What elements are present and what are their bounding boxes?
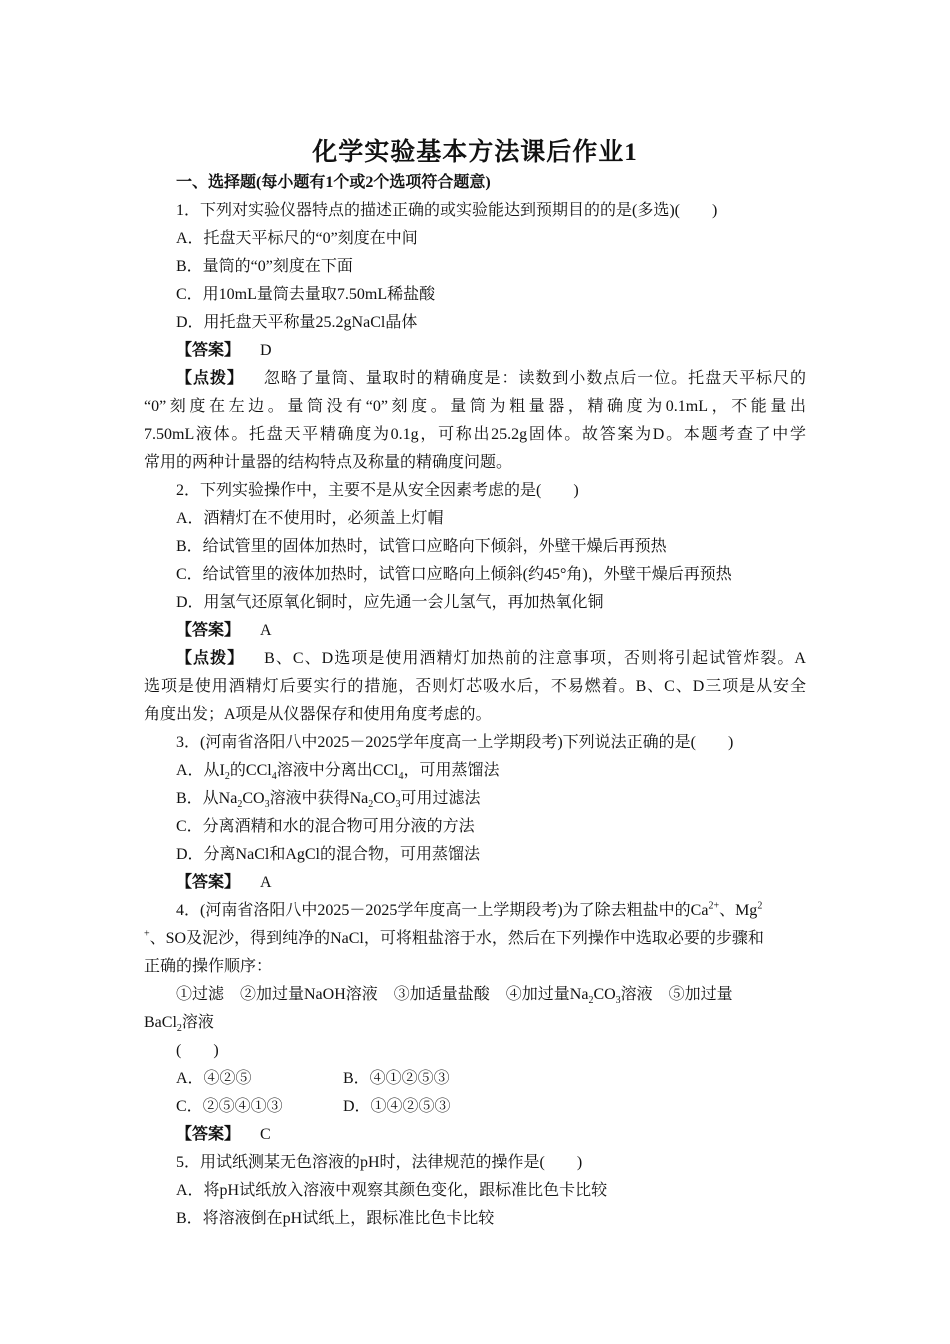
hint-text: B、C、D选项是使用酒精灯加热前的注意事项，否则将引起试管炸裂。A [264,650,806,667]
answer-tag: 【答案】 [176,1126,241,1143]
question-2-answer [176,621,806,641]
question-1-option-d: D．用托盘天平称量25.2gNaCl晶体 [176,314,418,331]
question-4-blank: ( ) [176,1042,219,1059]
section-heading: 一、选择题(每小题有1个或2个选项符合题意) [176,174,491,191]
answer-value: A [260,622,272,639]
question-1-answer [176,341,806,361]
question-5-option-b: B．将溶液倒在pH试纸上，跟标准比色卡比较 [176,1210,495,1227]
question-4-operations-cont: BaCl$_2$溶液 [144,1014,214,1035]
question-1-hint-line: 常用的两种计量器的结构特点及称量的精确度问题。 [144,454,513,471]
question-2-hint-line: 角度出发；A项是从仪器保存和使用角度考虑的。 [144,706,492,723]
question-2-stem: 2．下列实验操作中，主要不是从安全因素考虑的是( ) [176,482,579,499]
hint-text: 忽略了量筒、量取时的精确度是：读数到小数点后一位。托盘天平标尺的 [263,370,806,387]
question-5-stem: 5．用试纸测某无色溶液的pH时，法律规范的操作是( ) [176,1154,583,1171]
question-1-option-b: B．量筒的“0”刻度在下面 [176,258,353,275]
question-1-option-a: A．托盘天平标尺的“0”刻度在中间 [176,230,418,247]
question-1-hint-line: “0”刻度在左边。量筒没有“0”刻度。量筒为粗量器，精确度为0.1mL，不能量出 [144,398,806,415]
question-2-option-a: A．酒精灯在不使用时，必须盖上灯帽 [176,510,444,527]
question-1-hint-line [176,369,806,389]
question-4-operations: ①过滤 ②加过量NaOH溶液 ③加适量盐酸 ④加过量$Na_2CO_3$溶液 ⑤加过量 [176,986,733,1007]
question-2-hint-line [176,649,806,669]
question-1-stem: 1．下列对实验仪器特点的描述正确的或实验能达到预期目的的是(多选)( ) [176,202,718,219]
question-3-option-c: C．分离酒精和水的混合物可用分液的方法 [176,818,475,835]
question-2-hint-line: 选项是使用酒精灯后要实行的措施，否则灯芯吸水后，不易燃着。B、C、D三项是从安全 [144,678,806,695]
answer-tag: 【答案】 [176,874,241,891]
page-title: 化学实验基本方法课后作业1 [312,139,638,166]
question-4-option-a: A．④②⑤ [176,1070,252,1087]
answer-value: A [260,874,272,891]
question-4-stem-cont: +、SO及泥沙，得到纯净的NaCl，可将粗盐溶于水，然后在下列操作中选取必要的步骤和 [144,928,764,947]
question-2-option-d: D．用氢气还原氧化铜时，应先通一会儿氢气，再加热氧化铜 [176,594,604,611]
question-1-hint-line: 7.50mL液体。托盘天平精确度为0.1g，可称出25.2g固体。故答案为D。本题考查了中学 [144,426,806,443]
hint-tag: 【点拨】 [176,650,245,667]
answer-value: C [260,1126,271,1143]
question-3-option-b: B．从$Na_2CO_3$溶液中获得$Na_2CO_3$可用过滤法 [176,790,481,811]
hint-tag: 【点拨】 [176,370,244,387]
question-3-answer [176,873,806,893]
question-4-stem: 4．(河南省洛阳八中2025－2025学年度高一上学期段考)为了除去粗盐中的$Ca^{2+}$、Mg$^2$ [176,900,763,919]
answer-tag: 【答案】 [176,622,241,639]
question-4-option-b: B．④①②⑤③ [343,1070,450,1087]
question-4-stem-cont: 正确的操作顺序： [144,958,273,975]
question-1-option-c: C．用10mL量筒去量取7.50mL稀盐酸 [176,286,436,303]
question-3-option-a: A．从$I_2$的CCl$_4$溶液中分离出CCl$_4$，可用蒸馏法 [176,762,500,783]
question-2-option-b: B．给试管里的固体加热时，试管口应略向下倾斜，外壁干燥后再预热 [176,538,667,555]
answer-value: D [260,342,272,359]
question-3-option-d: D．分离NaCl和AgCl的混合物，可用蒸馏法 [176,846,481,863]
question-5-option-a: A．将pH试纸放入溶液中观察其颜色变化，跟标准比色卡比较 [176,1182,608,1199]
question-2-option-c: C．给试管里的液体加热时，试管口应略向上倾斜(约45°角)，外壁干燥后再预热 [176,566,732,583]
question-4-option-c: C．②⑤④①③ [176,1098,283,1115]
question-3-stem: 3．(河南省洛阳八中2025－2025学年度高一上学期段考)下列说法正确的是( ) [176,734,734,751]
answer-tag: 【答案】 [176,342,241,359]
question-4-option-d: D．①④②⑤③ [343,1098,451,1115]
question-4-answer [176,1125,806,1145]
